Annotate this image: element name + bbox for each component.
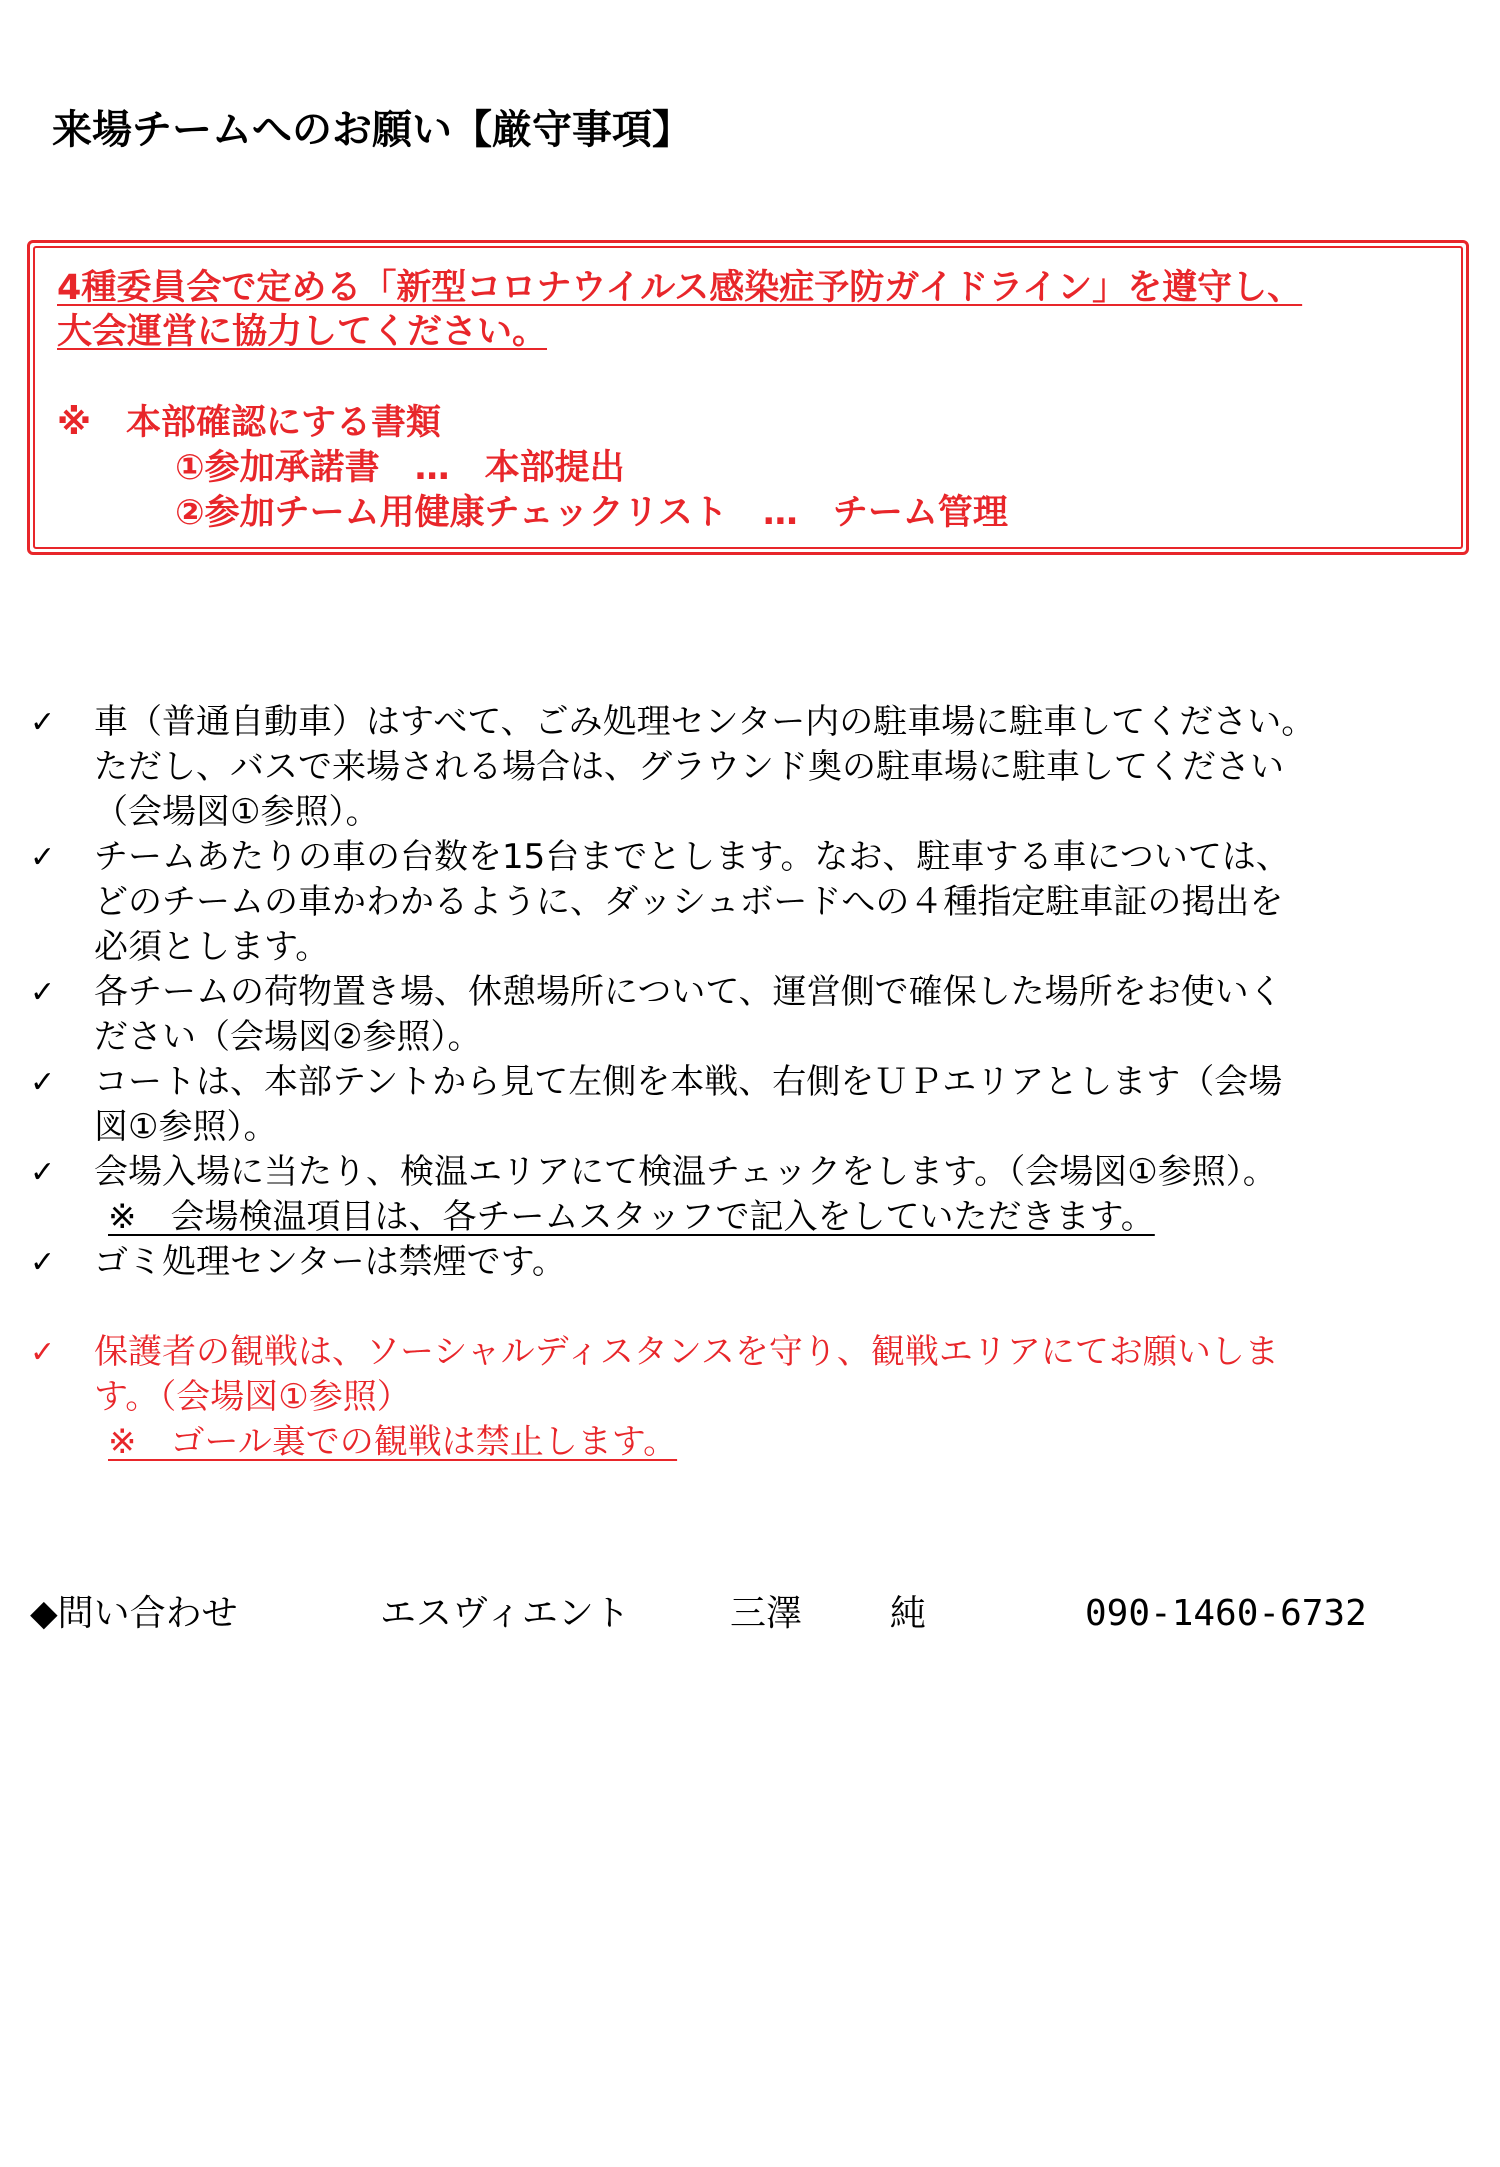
check-icon: ✓ <box>30 1335 56 1370</box>
check-icon: ✓ <box>30 840 56 875</box>
item-line: 会場入場に当たり、検温エリアにて検温チェックをします。（会場図①参照）。 <box>94 1152 1277 1192</box>
contact-given-name: 純 <box>890 1593 927 1634</box>
page-title: 来場チームへのお願い【厳守事項】 <box>52 107 692 153</box>
spectator-note: ※ ゴール裏での観戦は禁止します。 <box>108 1422 678 1462</box>
list-item <box>30 1150 1480 1240</box>
doc-item-2: ②参加チーム用健康チェックリスト … チーム管理 <box>175 493 1008 533</box>
check-icon: ✓ <box>30 975 56 1010</box>
doc-item-1: ①参加承諾書 … 本部提出 <box>175 448 625 488</box>
item-line: ただし、バスで来場される場合は、グラウンド奥の駐車場に駐車してください <box>94 747 1284 787</box>
notice-box-inner <box>33 246 1463 549</box>
list-item <box>30 970 1480 1060</box>
check-icon: ✓ <box>30 1245 56 1280</box>
list-item <box>30 835 1480 970</box>
item-line: コートは、本部テントから見て左側を本戦、右側をＵＰエリアとします（会場 <box>94 1062 1283 1102</box>
contact-surname: 三澤 <box>730 1593 803 1634</box>
list-item <box>30 1240 1480 1285</box>
notice-line-1: 4種委員会で定める「新型コロナウイルス感染症予防ガイドライン」を遵守し、 <box>57 268 1303 308</box>
contact-label: ◆問い合わせ <box>30 1593 238 1634</box>
notice-line-2: 大会運営に協力してください。 <box>57 312 548 352</box>
item-line: 車（普通自動車）はすべて、ごみ処理センター内の駐車場に駐車してください。 <box>94 702 1316 742</box>
contact-company: エスヴィエント <box>380 1593 630 1634</box>
check-icon: ✓ <box>30 705 56 740</box>
item-line: ださい（会場図②参照）。 <box>94 1017 482 1057</box>
list-item <box>30 700 1480 835</box>
spectator-line: す。（会場図①参照） <box>94 1377 411 1417</box>
contact-phone: 090-1460-6732 <box>1085 1593 1367 1634</box>
notice-box <box>27 240 1469 555</box>
item-line: 各チームの荷物置き場、休憩場所について、運営側で確保した場所をお使いく <box>94 972 1283 1012</box>
list-item <box>30 1060 1480 1150</box>
item-note: ※ 会場検温項目は、各チームスタッフで記入をしていただきます。 <box>108 1197 1155 1237</box>
item-line: どのチームの車かわかるように、ダッシュボードへの４種指定駐車証の掲出を <box>94 882 1284 922</box>
rules-list <box>30 700 1480 1465</box>
item-line: （会場図①参照）。 <box>94 792 380 832</box>
docs-heading: ※ 本部確認にする書類 <box>57 403 442 443</box>
item-line: ゴミ処理センターは禁煙です。 <box>94 1242 566 1282</box>
item-line: 必須とします。 <box>94 927 330 967</box>
check-icon: ✓ <box>30 1065 56 1100</box>
spectator-item <box>30 1330 1480 1465</box>
spectator-line: 保護者の観戦は、ソーシャルディスタンスを守り、観戦エリアにてお願いしま <box>94 1332 1279 1372</box>
item-line: チームあたりの車の台数を15台までとします。なお、駐車する車については、 <box>94 837 1290 877</box>
check-icon: ✓ <box>30 1155 56 1190</box>
item-line: 図①参照）。 <box>94 1107 278 1147</box>
